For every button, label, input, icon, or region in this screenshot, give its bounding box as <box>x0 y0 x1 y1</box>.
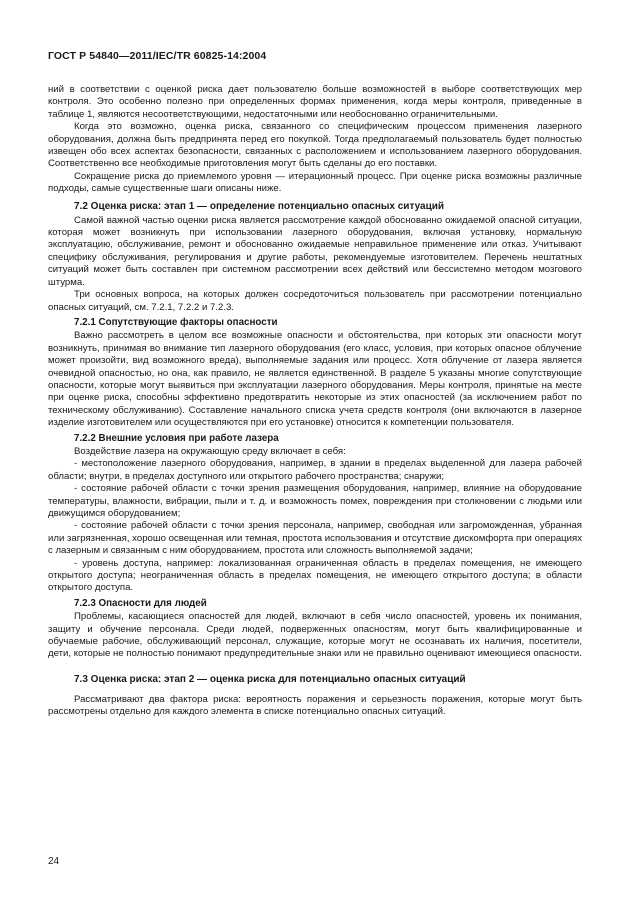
list-item: - состояние рабочей области с точки зрения персонала, например, свободная или загроможденная, убранная или загрязненная, хорошо освещенная или темная, простота использования и отсутствие дискомфорта при операциях с лазерным и связанным с ним оборудованием, простота или сложность выполняемой задачи; <box>48 520 582 557</box>
paragraph: Проблемы, касающиеся опасностей для людей, включают в себя число опасностей, уровень их понимания, защиту и обучение персонала. Среди людей, подверженных опасностям, могут быть квалифицированные и обучаемые рабочие, обслуживающий персонал, служащие, которые могут не осознавать их наличия, посетители, дети, которые не полностью понимают предупредительные знаки или не правильно оценивают имеющиеся опасности. <box>48 611 582 660</box>
section-heading-7-2-1: 7.2.1 Сопутствующие факторы опасности <box>74 316 278 328</box>
section-heading-7-2-3: 7.2.3 Опасности для людей <box>74 597 207 609</box>
paragraph: Рассматривают два фактора риска: вероятность поражения и серьезность поражения, которые могут быть рассмотрены отдельно для каждого элемента в списке потенциально опасных ситуаций. <box>48 693 582 718</box>
paragraph: Сокращение риска до приемлемого уровня — итерационный процесс. При оценке риска возможны различные подходы, самые существенные шаги описаны ниже. <box>48 170 582 195</box>
paragraph: Важно рассмотреть в целом все возможные опасности и обстоятельства, при которых эти опасности могут возникнуть, принимая во внимание тип лазерного оборудования (его класс, условия, при которых опасное облучение может произойти, вид возможного вреда), выполняемые задания или процесс. Хотя облучение от лазера является очевидной опасностью, но она, как правило, не является единственной. В разделе 5 указаны многие сопутствующие опасности, которые могут выявиться при эксплуатации лазерного оборудования. Меры контроля, принятые на месте при оценке риска, способны эффективно предотвратить некоторые из этих опасностей (за исключением работ по техническому обслуживанию). Составление начального списка учета средств контроля (они включаются в лазерное изделие изготовителем или осуществляются при его установке) относится к компетенции пользователя. <box>48 330 582 429</box>
document-body <box>48 84 582 719</box>
list-item: - местоположение лазерного оборудования, например, в здании в пределах выделенной для лазера рабочей области; внутри, в пределах доступного или открытого рабочего пространства; снаружи; <box>48 458 582 482</box>
page-number: 24 <box>48 856 60 867</box>
document-header: ГОСТ Р 54840—2011/IEC/TR 60825-14:2004 <box>48 50 267 62</box>
section-heading-7-3: 7.3 Оценка риска: этап 2 — оценка риска для потенциально опасных ситуаций <box>74 673 466 685</box>
paragraph: Три основных вопроса, на которых должен сосредоточиться пользователь при рассмотрении потенциально опасных ситуаций, см. 7.2.1, 7.2.2 и 7.2.3. <box>48 289 582 313</box>
paragraph: Самой важной частью оценки риска является рассмотрение каждой обоснованно ожидаемой опасной ситуации, которая может возникнуть при использовании лазерного оборудования, включая установку, нормальную эксплуатацию, обслуживание, ремонт и обоснованно ожидаемые неправильное применение или отказ. Учитывают специфику обслуживания, регулирования и другие работы, рекомендуемые изготовителем. Перечень нештатных ситуаций может быть составлен при системном рассмотрении всех действий или бессистемно методом мозгового штурма. <box>48 214 582 288</box>
section-heading-7-2-2: 7.2.2 Внешние условия при работе лазера <box>74 432 279 444</box>
paragraph: Когда это возможно, оценка риска, связанного со специфическим процессом применения лазерного оборудования, должна быть предпринята перед его покупкой. Тогда предполагаемый пользователь будет полностью извещен обо всех аспектах безопасности, связанных с расположением и использованием лазерного оборудования. Соответственно все необходимые приготовления могут быть сделаны до его поставки. <box>48 121 582 170</box>
paragraph: ний в соответствии с оценкой риска дает пользователю больше возможностей в выборе соответствующих мер контроля. Это особенно полезно при определенных формах применения, когда меры контроля, приведенные в таблице 1, являются несоответствующими, недостаточными или необоснованно ограничительными. <box>48 84 582 120</box>
list-item: - состояние рабочей области с точки зрения размещения оборудования, например, влияние на оборудование температуры, влажности, вибрации, пыли и т. д. и возможность помех, повреждения при столкновении с людьми или движущимся оборудованием; <box>48 483 582 519</box>
list-item: - уровень доступа, например: локализованная ограниченная область в пределах помещения, не имеющего открытого доступа; неограниченная область в пределах помещения, не имеющего открытого доступа; в области открытого доступа. <box>48 557 582 594</box>
paragraph: Воздействие лазера на окружающую среду включает в себя: <box>74 445 346 457</box>
section-heading-7-2: 7.2 Оценка риска: этап 1 — определение потенциально опасных ситуаций <box>74 200 445 212</box>
